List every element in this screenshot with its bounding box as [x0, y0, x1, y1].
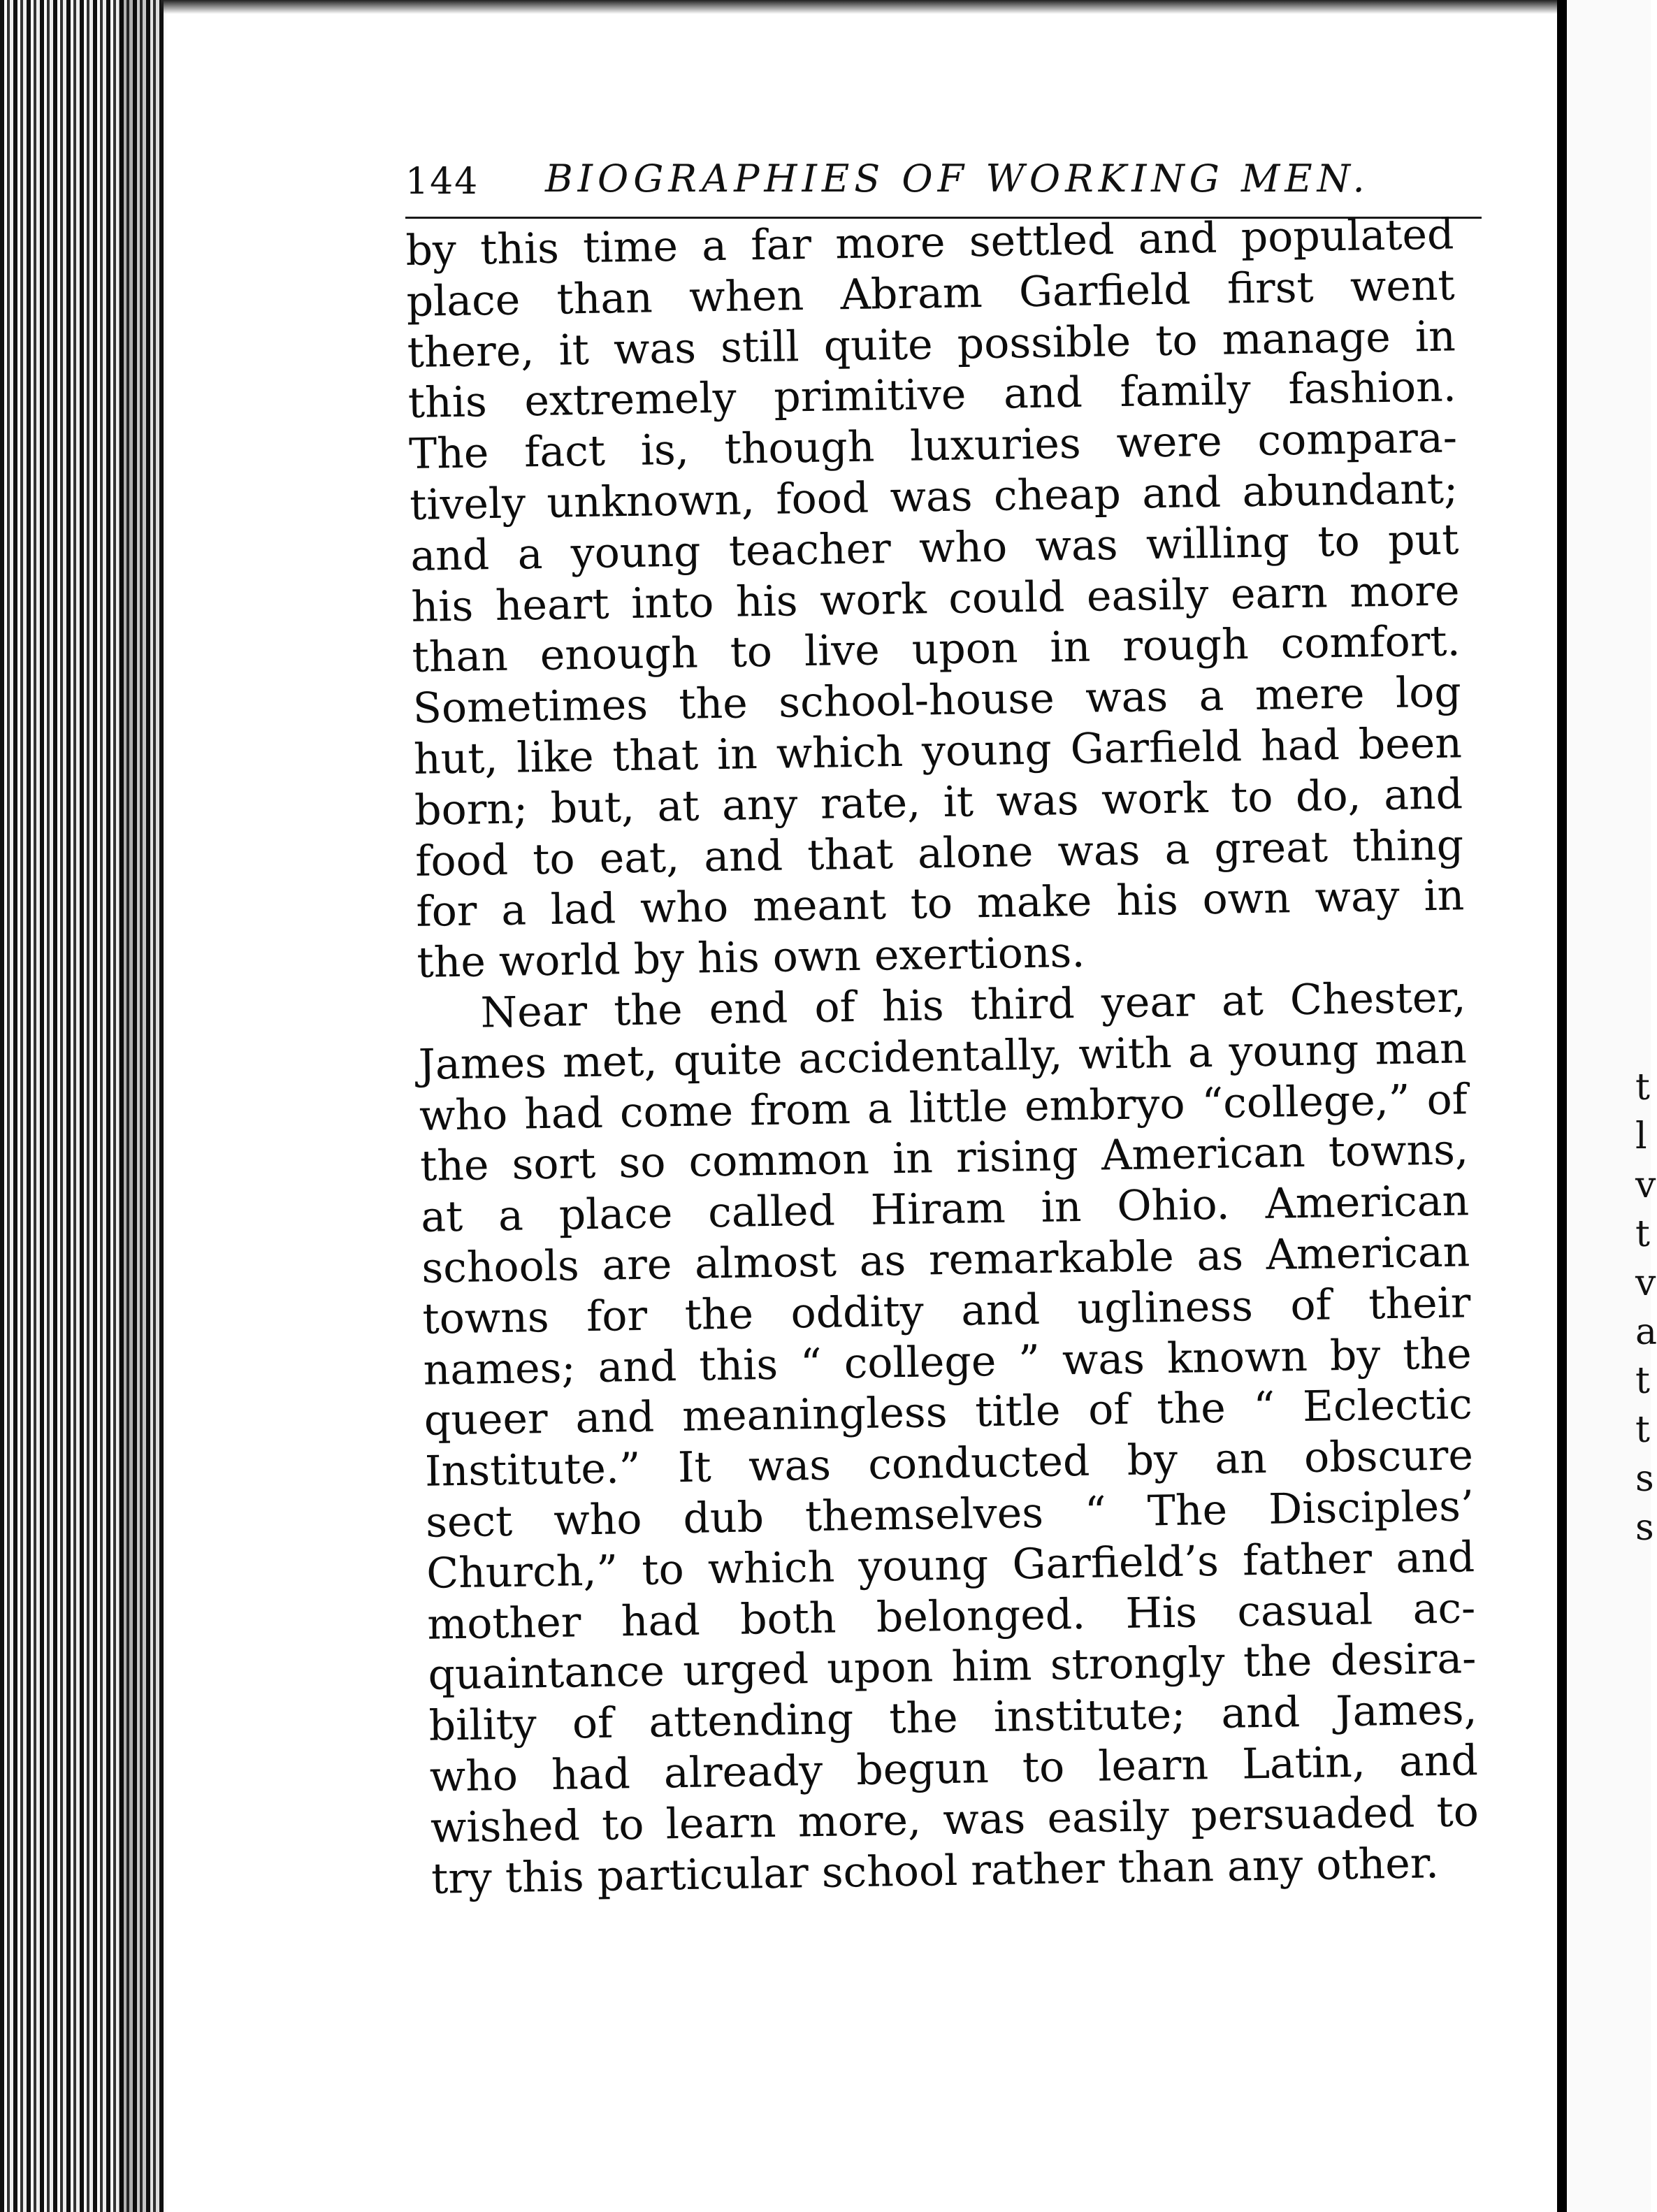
sliver-letter: l — [1635, 1115, 1647, 1157]
text-line: The fact is, though luxuries were compara- — [408, 413, 1458, 479]
book-page — [405, 154, 1479, 1904]
sliver-letter: t — [1635, 1409, 1650, 1451]
sliver-letter: s — [1635, 1458, 1654, 1500]
right-page-edge — [1557, 0, 1567, 2212]
paragraph-2 — [417, 972, 1479, 1904]
text-line: who had come from a little embryo “college,” of — [419, 1074, 1468, 1141]
text-line: place than when Abram Garfield first went — [406, 261, 1456, 326]
text-line: Church,” to which young Garfield’s father and — [426, 1532, 1475, 1598]
sliver-letter: t — [1635, 1067, 1650, 1108]
sliver-letter: t — [1635, 1360, 1650, 1402]
text-line: born; but, at any rate, it was work to do, and — [414, 769, 1463, 835]
text-line: mother had both belonged. His casual ac- — [426, 1583, 1476, 1649]
text-line: Sometimes the school-house was a mere log — [412, 667, 1462, 734]
text-line: schools are almost as remarkable as American — [421, 1227, 1470, 1293]
text-line: quaintance urged upon him strongly the desira- — [428, 1634, 1477, 1700]
text-line: for a lad who meant to make his own way in — [415, 871, 1465, 937]
sliver-letter: t — [1635, 1213, 1650, 1255]
text-line: Near the end of his third year at Chester, — [480, 973, 1467, 1038]
page-number: 144 — [405, 161, 479, 203]
running-head — [405, 154, 1482, 219]
text-line: wished to learn more, was easily persuaded to — [430, 1786, 1479, 1853]
paragraph-1 — [405, 209, 1466, 988]
sliver-letter: a — [1635, 1311, 1657, 1353]
text-line: sect who dub themselves “ The Disciples’ — [425, 1482, 1475, 1547]
text-line: Institute.” It was conducted by an obscure — [424, 1431, 1474, 1496]
text-line: by this time a far more settled and populated — [405, 210, 1454, 275]
sliver-letter: s — [1635, 1507, 1654, 1549]
text-line: names; and this “ college ” was known by the — [423, 1329, 1473, 1395]
text-line: towns for the oddity and ugliness of their — [422, 1278, 1471, 1344]
sliver-letter: v — [1635, 1262, 1656, 1304]
text-line: the sort so common in rising American towns, — [419, 1125, 1469, 1192]
sliver-letter: v — [1635, 1164, 1656, 1206]
text-line: try this particular school rather than any other. — [430, 1838, 1440, 1904]
body-text — [405, 209, 1480, 1904]
text-line: the world by his own exertions. — [417, 928, 1085, 988]
gutter-shadow — [119, 0, 168, 2212]
text-line: who had already begun to learn Latin, and — [429, 1736, 1479, 1802]
text-line: and a young teacher who was willing to put — [410, 515, 1459, 581]
text-line: at a place called Hiram in Ohio. American — [420, 1176, 1470, 1242]
text-line: there, it was still quite possible to manage in — [407, 312, 1456, 377]
text-line: his heart into his work could easily earn more — [411, 565, 1460, 632]
text-line: hut, like that in which young Garfield had been — [413, 718, 1463, 784]
text-line: this extremely primitive and family fashion. — [407, 362, 1457, 428]
text-line: James met, quite accidentally, with a young man — [418, 1024, 1468, 1090]
text-line: queer and meaningless title of the “ Eclectic — [424, 1380, 1473, 1446]
text-line: than enough to live upon in rough comfort. — [412, 616, 1461, 683]
text-line: tively unknown, food was cheap and abundant; — [409, 464, 1459, 530]
top-shadow — [161, 0, 1558, 14]
text-line: bility of attending the institute; and James, — [428, 1685, 1478, 1751]
text-line: food to eat, and that alone was a great thing — [414, 820, 1464, 886]
running-head-title: BIOGRAPHIES OF WORKING MEN. — [545, 157, 1370, 201]
